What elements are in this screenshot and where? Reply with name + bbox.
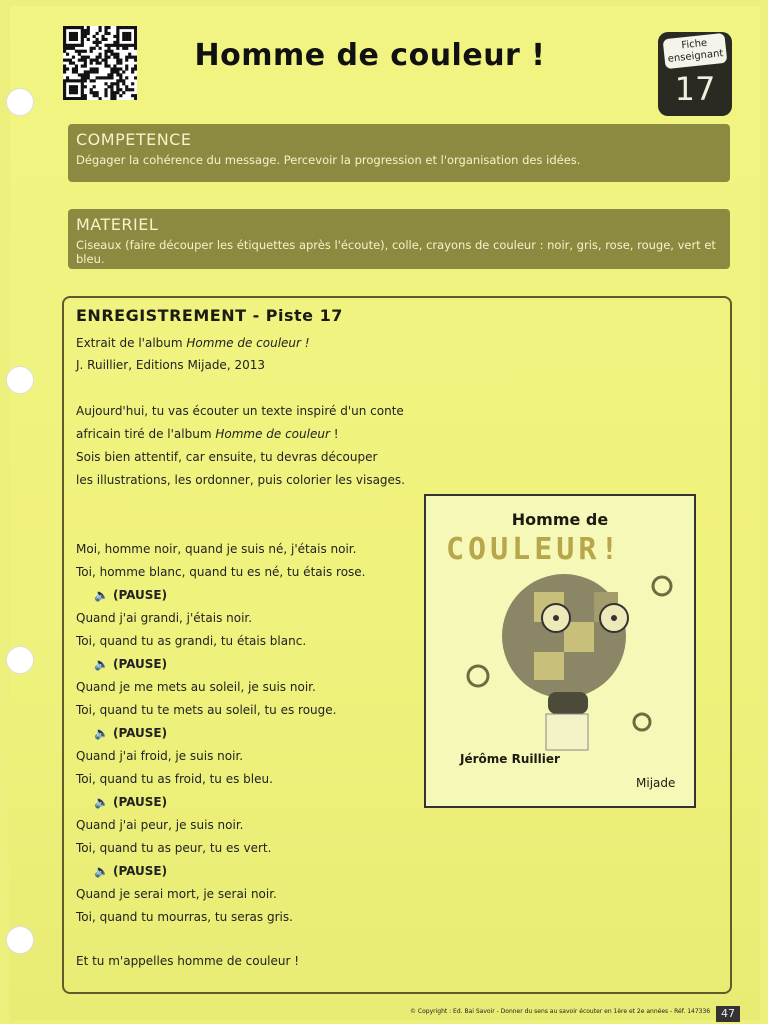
pause-marker bbox=[94, 726, 167, 740]
speaker-icon: 🔈 bbox=[94, 864, 109, 878]
page-number: 47 bbox=[716, 1006, 740, 1022]
pause-marker bbox=[94, 657, 167, 671]
intro-suffix: ! bbox=[329, 427, 339, 441]
poem-line: Toi, quand tu te mets au soleil, tu es rouge. bbox=[76, 703, 337, 717]
pause-marker bbox=[94, 864, 167, 878]
book-cover-image bbox=[424, 494, 696, 808]
qr-code-icon[interactable] bbox=[63, 26, 137, 100]
intro-line: Aujourd'hui, tu vas écouter un texte inspiré d'un conte bbox=[76, 404, 404, 418]
footer-copyright: © Copyright : Ed. Bai Savoir - Donner du sens au savoir écouter en 1ère et 2e années - Réf. 147336 bbox=[410, 1008, 711, 1015]
source-prefix: Extrait de l'album bbox=[76, 336, 187, 350]
binder-hole bbox=[6, 646, 34, 674]
poem-line: Toi, quand tu as grandi, tu étais blanc. bbox=[76, 634, 307, 648]
pause-marker bbox=[94, 795, 167, 809]
competence-heading: COMPETENCE bbox=[76, 130, 192, 149]
book-title-line1: Homme de bbox=[511, 510, 609, 529]
speaker-icon: 🔈 bbox=[94, 726, 109, 740]
binder-hole bbox=[6, 926, 34, 954]
pause-label: (PAUSE) bbox=[112, 795, 168, 809]
speaker-icon: 🔈 bbox=[94, 657, 109, 671]
fiche-label: Fiche enseignant bbox=[663, 33, 728, 69]
speaker-icon: 🔈 bbox=[94, 795, 109, 809]
worksheet-page bbox=[10, 6, 760, 1020]
intro-prefix: africain tiré de l'album bbox=[76, 427, 216, 441]
book-title-line2: COULEUR! bbox=[446, 532, 623, 567]
competence-text: Dégager la cohérence du message. Percevoir la progression et l'organisation des idées. bbox=[76, 153, 581, 167]
poem-line: Quand je serai mort, je serai noir. bbox=[76, 887, 277, 901]
poem-line: Moi, homme noir, quand je suis né, j'étais noir. bbox=[76, 542, 357, 556]
poem-line: Toi, quand tu as peur, tu es vert. bbox=[76, 841, 272, 855]
recording-heading: ENREGISTREMENT - Piste 17 bbox=[76, 306, 343, 325]
intro-line bbox=[76, 427, 339, 441]
poem-line: Quand j'ai froid, je suis noir. bbox=[76, 749, 244, 763]
fiche-badge bbox=[658, 32, 732, 116]
poem-line: Toi, quand tu mourras, tu seras gris. bbox=[76, 910, 293, 924]
speaker-icon: 🔈 bbox=[94, 588, 109, 602]
binder-hole bbox=[6, 88, 34, 116]
poem-line: Quand j'ai peur, je suis noir. bbox=[76, 818, 244, 832]
closing-line: Et tu m'appelles homme de couleur ! bbox=[76, 954, 300, 968]
poem-line: Toi, quand tu as froid, tu es bleu. bbox=[76, 772, 273, 786]
source-line bbox=[76, 336, 310, 350]
intro-line: les illustrations, les ordonner, puis colorier les visages. bbox=[76, 473, 405, 487]
pause-label: (PAUSE) bbox=[112, 657, 168, 671]
competence-section bbox=[68, 124, 730, 182]
materiel-section bbox=[68, 209, 730, 269]
source-author: J. Ruillier, Editions Mijade, 2013 bbox=[76, 358, 265, 372]
intro-line: Sois bien attentif, car ensuite, tu devras découper bbox=[76, 450, 378, 464]
poem-line: Toi, homme blanc, quand tu es né, tu étais rose. bbox=[76, 565, 366, 579]
book-publisher: Mijade bbox=[636, 776, 676, 790]
recording-box bbox=[62, 296, 732, 994]
fiche-number: 17 bbox=[674, 70, 716, 108]
intro-title: Homme de couleur bbox=[215, 427, 330, 441]
page-title: Homme de couleur ! bbox=[194, 38, 546, 73]
poem-line: Quand j'ai grandi, j'étais noir. bbox=[76, 611, 253, 625]
source-title: Homme de couleur ! bbox=[186, 336, 310, 350]
materiel-text: Ciseaux (faire découper les étiquettes après l'écoute), colle, crayons de couleur : noir, gris, rose, rouge, vert et bleu. bbox=[76, 238, 716, 266]
poem-line: Quand je me mets au soleil, je suis noir. bbox=[76, 680, 316, 694]
materiel-heading: MATERIEL bbox=[76, 215, 159, 234]
pause-label: (PAUSE) bbox=[112, 864, 168, 878]
book-author: Jérôme Ruillier bbox=[460, 752, 560, 766]
pause-marker bbox=[94, 588, 167, 602]
binder-hole bbox=[6, 366, 34, 394]
pause-label: (PAUSE) bbox=[112, 726, 168, 740]
pause-label: (PAUSE) bbox=[112, 588, 168, 602]
